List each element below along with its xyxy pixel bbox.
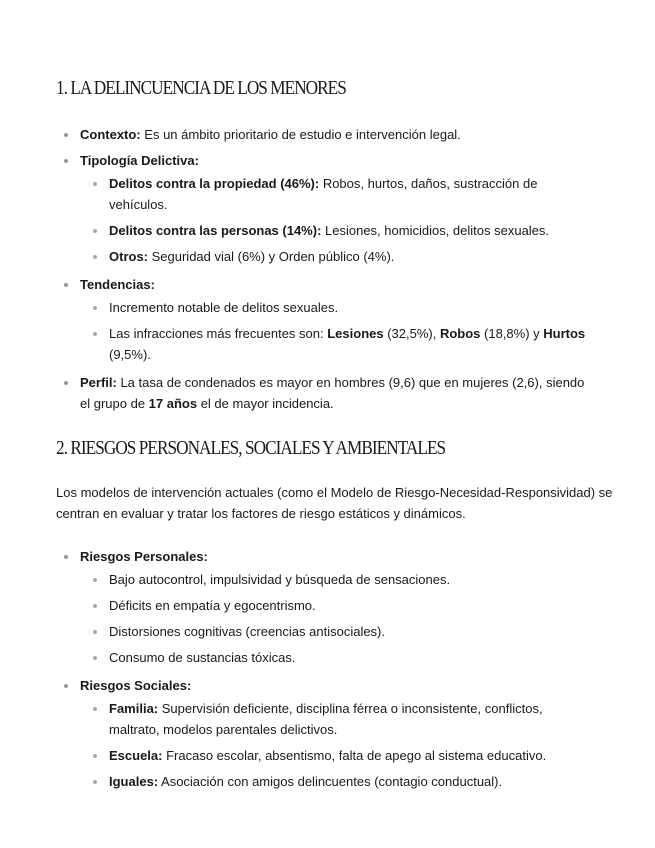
item-text: Las infracciones más frecuentes son: [109,326,328,341]
sublist-riesgos-sociales [80,698,596,792]
sublist-item-autocontrol [80,569,596,590]
section-1-list [56,124,596,414]
item-label: Riesgos Sociales: [80,678,192,693]
item-text: Robos, hurtos, daños, sustracción de vehículos. [109,176,538,212]
list-item-contexto [56,124,596,145]
item-label: Tendencias: [80,277,155,292]
sublist-item-familia [80,698,596,740]
list-item-riesgos-sociales [56,675,596,792]
item-label: Perfil: [80,375,117,390]
sublist-riesgos-personales [80,569,596,668]
item-text: (18,8%) y [480,326,544,341]
sublist-item-iguales [80,771,596,792]
item-text: Bajo autocontrol, impulsividad y búsqueda de sensaciones. [109,572,451,587]
section-2-heading: 2. RIESGOS PERSONALES, SOCIALES Y AMBIENTALES [56,437,446,459]
section-1-heading: 1. LA DELINCUENCIA DE LOS MENORES [56,77,346,99]
sublist-item-infracciones [80,323,596,365]
sublist-item-empatia [80,595,596,616]
sublist-tendencias [80,297,596,365]
item-text: Lesiones, homicidios, delitos sexuales. [321,223,550,238]
list-item-riesgos-personales [56,546,596,668]
item-label: Delitos contra la propiedad (46%): [109,176,320,191]
bold-term-hurtos: Hurtos [543,326,586,341]
item-label: Riesgos Personales: [80,549,208,564]
item-label: Delitos contra las personas (14%): [109,223,322,238]
list-item-tipologia [56,150,596,267]
item-text: (32,5%), [383,326,440,341]
list-item-tendencias [56,274,596,365]
sublist-item-distorsiones [80,621,596,642]
sublist-item-propiedad [80,173,596,215]
item-text: Asociación con amigos delincuentes (contagio conductual). [158,774,503,789]
section-2-list [56,546,596,792]
item-label: Familia: [109,701,159,716]
item-text: Supervisión deficiente, disciplina férrea o inconsistente, conflictos, maltrato, modelos parentales delictivos. [109,701,543,737]
bold-term-lesiones: Lesiones [327,326,384,341]
item-label: Contexto: [80,127,141,142]
item-label: Tipología Delictiva: [80,153,199,168]
sublist-item-consumo [80,647,596,668]
bold-term-edad: 17 años [148,396,198,411]
item-text: Incremento notable de delitos sexuales. [109,300,339,315]
section-2-intro: Los modelos de intervención actuales (como el Modelo de Riesgo-Necesidad-Responsividad) se centran en evaluar y tratar los factores de riesgo estáticos y dinámicos. [56,485,613,521]
item-text: La tasa de condenados es mayor en hombres (9,6) que en mujeres (2,6), siendo el grupo de [80,375,585,411]
item-text: Es un ámbito prioritario de estudio e intervención legal. [140,127,461,142]
item-text: (9,5%). [109,347,151,362]
item-label: Escuela: [109,748,163,763]
item-text: Seguridad vial (6%) y Orden público (4%). [148,249,395,264]
item-text: el de mayor incidencia. [197,396,334,411]
sublist-item-incremento [80,297,596,318]
sublist-item-personas [80,220,596,241]
item-text: Déficits en empatía y egocentrismo. [109,598,316,613]
sublist-item-escuela [80,745,596,766]
item-label: Otros: [109,249,148,264]
item-text: Distorsiones cognitivas (creencias antisociales). [109,624,386,639]
item-text: Consumo de sustancias tóxicas. [109,650,296,665]
item-text: Fracaso escolar, absentismo, falta de apego al sistema educativo. [162,748,547,763]
item-label: Iguales: [109,774,159,789]
bold-term-robos: Robos [439,326,481,341]
sublist-tipologia [80,173,596,267]
sublist-item-otros [80,246,596,267]
list-item-perfil [56,372,596,414]
